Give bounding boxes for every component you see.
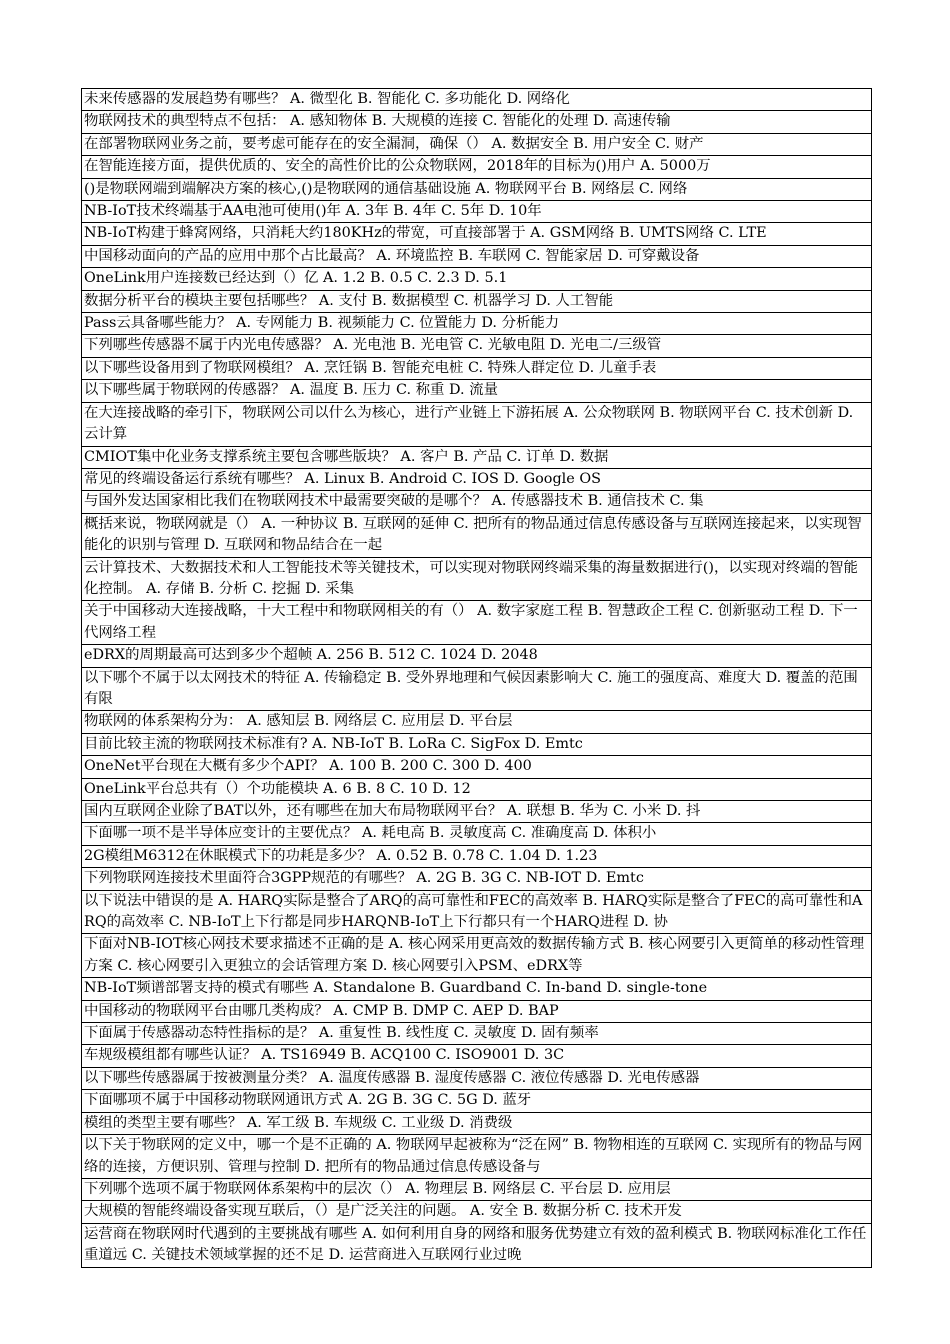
question-cell[interactable]: 在部署物联网业务之前，要考虑可能存在的安全漏洞，确保（） A. 数据安全 B. 用户安全 C. 财产 [82,133,872,155]
question-list [82,89,872,1268]
question-row [82,890,872,934]
question-row [82,711,872,733]
question-row [82,1090,872,1112]
question-row [82,778,872,800]
question-row [82,1067,872,1089]
question-cell[interactable]: 概括来说，物联网就是（） A. 一种协议 B. 互联网的延伸 C. 把所有的物品通过信息传感设备与互联网连接起来，以实现智能化的识别与管理 D. 互联网和物品结合在一起 [82,513,872,557]
question-row [82,201,872,223]
question-cell[interactable]: 下面对NB-IOT核心网技术要求描述不正确的是 A. 核心网采用更高效的数据传输方式 B. 核心网要引入更简单的移动性管理方案 C. 核心网要引入更独立的会话管理方案 D. 核心网要引入PSM、eDRX等 [82,934,872,978]
question-cell[interactable]: Pass云具备哪些能力？ A. 专网能力 B. 视频能力 C. 位置能力 D. 分析能力 [82,313,872,335]
question-row [82,756,872,778]
question-cell[interactable]: 未来传感器的发展趋势有哪些？ A. 微型化 B. 智能化 C. 多功能化 D. 网络化 [82,89,872,111]
question-cell[interactable]: 关于中国移动大连接战略，十大工程中和物联网相关的有（） A. 数字家庭工程 B. 智慧政企工程 C. 创新驱动工程 D. 下一代网络工程 [82,601,872,645]
question-row [82,446,872,468]
question-cell[interactable]: OneLink平台总共有（）个功能模块 A. 6 B. 8 C. 10 D. 12 [82,778,872,800]
question-cell[interactable]: 中国移动的物联网平台由哪几类构成？ A. CMP B. DMP C. AEP D. BAP [82,1000,872,1022]
question-row [82,1045,872,1067]
question-cell[interactable]: 物联网技术的典型特点不包括： A. 感知物体 B. 大规模的连接 C. 智能化的处理 D. 高速传输 [82,111,872,133]
question-row [82,978,872,1000]
question-cell[interactable]: eDRX的周期最高可达到多少个超帧 A. 256 B. 512 C. 1024 D. 2048 [82,645,872,667]
question-cell[interactable]: NB-IoT频谱部署支持的模式有哪些 A. Standalone B. Guardband C. In-band D. single-tone [82,978,872,1000]
question-cell[interactable]: 下列物联网连接技术里面符合3GPP规范的有哪些？ A. 2G B. 3G C. NB-IOT D. Emtc [82,868,872,890]
question-cell[interactable]: 云计算技术、大数据技术和人工智能技术等关键技术，可以实现对物联网终端采集的海量数据进行()，以实现对终端的智能化控制。 A. 存储 B. 分析 C. 挖掘 D. 采集 [82,557,872,601]
question-row [82,667,872,711]
question-row [82,313,872,335]
question-row [82,733,872,755]
question-cell[interactable]: 常见的终端设备运行系统有哪些？ A. Linux B. Android C. IOS D. Google OS [82,468,872,490]
question-row [82,1201,872,1223]
question-row [82,801,872,823]
question-row [82,111,872,133]
question-row [82,380,872,402]
question-row [82,1223,872,1267]
question-cell[interactable]: 以下关于物联网的定义中，哪一个是不正确的 A. 物联网早起被称为“泛在网” B. 物物相连的互联网 C. 实现所有的物品与网络的连接，方便识别、管理与控制 D. 把所有的物品通过信息传感设备与 [82,1135,872,1179]
question-row [82,133,872,155]
question-cell[interactable]: 国内互联网企业除了BAT以外，还有哪些在加大布局物联网平台？ A. 联想 B. 华为 C. 小米 D. 抖 [82,801,872,823]
question-cell[interactable]: 模组的类型主要有哪些？ A. 军工级 B. 车规级 C. 工业级 D. 消费级 [82,1112,872,1134]
question-cell[interactable]: 以下哪些属于物联网的传感器？ A. 温度 B. 压力 C. 称重 D. 流量 [82,380,872,402]
question-cell[interactable]: 下面哪项不属于中国移动物联网通讯方式 A. 2G B. 3G C. 5G D. 蓝牙 [82,1090,872,1112]
question-row [82,1178,872,1200]
question-row [82,335,872,357]
question-row [82,845,872,867]
question-cell[interactable]: OneLink用户连接数已经达到（）亿 A. 1.2 B. 0.5 C. 2.3 D. 5.1 [82,268,872,290]
question-row [82,178,872,200]
question-row [82,357,872,379]
question-row [82,934,872,978]
question-row [82,156,872,178]
question-cell[interactable]: 大规模的智能终端设备实现互联后，（）是广泛关注的问题。 A. 安全 B. 数据分析 C. 技术开发 [82,1201,872,1223]
question-cell[interactable]: NB-IoT构建于蜂窝网络，只消耗大约180KHz的带宽，可直接部署于 A. GSM网络 B. UMTS网络 C. LTE [82,223,872,245]
question-cell[interactable]: 物联网的体系架构分为： A. 感知层 B. 网络层 C. 应用层 D. 平台层 [82,711,872,733]
question-row [82,557,872,601]
question-cell[interactable]: 下列哪个选项不属于物联网体系架构中的层次（） A. 物理层 B. 网络层 C. 平台层 D. 应用层 [82,1178,872,1200]
question-row [82,402,872,446]
question-cell[interactable]: 以下哪个不属于以太网技术的特征 A. 传输稳定 B. 受外界地理和气候因素影响大 C. 施工的强度高、难度大 D. 覆盖的范围有限 [82,667,872,711]
question-row [82,245,872,267]
question-cell[interactable]: 在大连接战略的牵引下，物联网公司以什么为核心，进行产业链上下游拓展 A. 公众物联网 B. 物联网平台 C. 技术创新 D. 云计算 [82,402,872,446]
question-cell[interactable]: OneNet平台现在大概有多少个API？ A. 100 B. 200 C. 300 D. 400 [82,756,872,778]
question-cell[interactable]: 下面哪一项不是半导体应变计的主要优点？ A. 耗电高 B. 灵敏度高 C. 准确度高 D. 体积小 [82,823,872,845]
question-cell[interactable]: 目前比较主流的物联网技术标准有? A. NB-IoT B. LoRa C. SigFox D. Emtc [82,733,872,755]
question-row [82,89,872,111]
question-row [82,601,872,645]
question-row [82,1000,872,1022]
question-cell[interactable]: 在智能连接方面，提供优质的、安全的高性价比的公众物联网，2018年的目标为()用户 A. 5000万 [82,156,872,178]
question-row [82,491,872,513]
question-cell[interactable]: CMIOT集中化业务支撑系统主要包含哪些版块？ A. 客户 B. 产品 C. 订单 D. 数据 [82,446,872,468]
question-cell[interactable]: 下面属于传感器动态特性指标的是？ A. 重复性 B. 线性度 C. 灵敏度 D. 固有频率 [82,1023,872,1045]
question-row [82,223,872,245]
question-row [82,513,872,557]
question-row [82,1135,872,1179]
question-row [82,1023,872,1045]
question-cell[interactable]: 以下哪些传感器属于按被测量分类？ A. 温度传感器 B. 湿度传感器 C. 液位传感器 D. 光电传感器 [82,1067,872,1089]
question-sheet [81,88,872,1268]
question-row [82,823,872,845]
question-cell[interactable]: 运营商在物联网时代遇到的主要挑战有哪些 A. 如何利用自身的网络和服务优势建立有效的盈利模式 B. 物联网标准化工作任重道远 C. 关键技术领域掌握的还不足 D. 运营商进入互联网行业过晚 [82,1223,872,1267]
question-row [82,290,872,312]
question-cell[interactable]: 数据分析平台的模块主要包括哪些？ A. 支付 B. 数据模型 C. 机器学习 D. 人工智能 [82,290,872,312]
question-cell[interactable]: 下列哪些传感器不属于内光电传感器？ A. 光电池 B. 光电管 C. 光敏电阻 D. 光电二/三级管 [82,335,872,357]
question-row [82,645,872,667]
question-row [82,1112,872,1134]
question-cell[interactable]: 车规级模组都有哪些认证？ A. TS16949 B. ACQ100 C. ISO9001 D. 3C [82,1045,872,1067]
question-cell[interactable]: 中国移动面向的产品的应用中那个占比最高？ A. 环境监控 B. 车联网 C. 智能家居 D. 可穿戴设备 [82,245,872,267]
question-row [82,468,872,490]
question-cell[interactable]: 以下说法中错误的是 A. HARQ实际是整合了ARQ的高可靠性和FEC的高效率 B. HARQ实际是整合了FEC的高可靠性和ARQ的高效率 C. NB-IoT上下行都是同步HARQNB-IoT上下行都只有一个HARQ进程 D. 协 [82,890,872,934]
question-cell[interactable]: ()是物联网端到端解决方案的核心,()是物联网的通信基础设施 A. 物联网平台 B. 网络层 C. 网络 [82,178,872,200]
question-row [82,868,872,890]
question-cell[interactable]: 以下哪些设备用到了物联网模组？ A. 烹饪锅 B. 智能充电桩 C. 特殊人群定位 D. 儿童手表 [82,357,872,379]
question-row [82,268,872,290]
question-cell[interactable]: 2G模组M6312在休眠模式下的功耗是多少？ A. 0.52 B. 0.78 C. 1.04 D. 1.23 [82,845,872,867]
question-cell[interactable]: 与国外发达国家相比我们在物联网技术中最需要突破的是哪个？ A. 传感器技术 B. 通信技术 C. 集 [82,491,872,513]
question-cell[interactable]: NB-IoT技术终端基于AA电池可使用()年 A. 3年 B. 4年 C. 5年 D. 10年 [82,201,872,223]
